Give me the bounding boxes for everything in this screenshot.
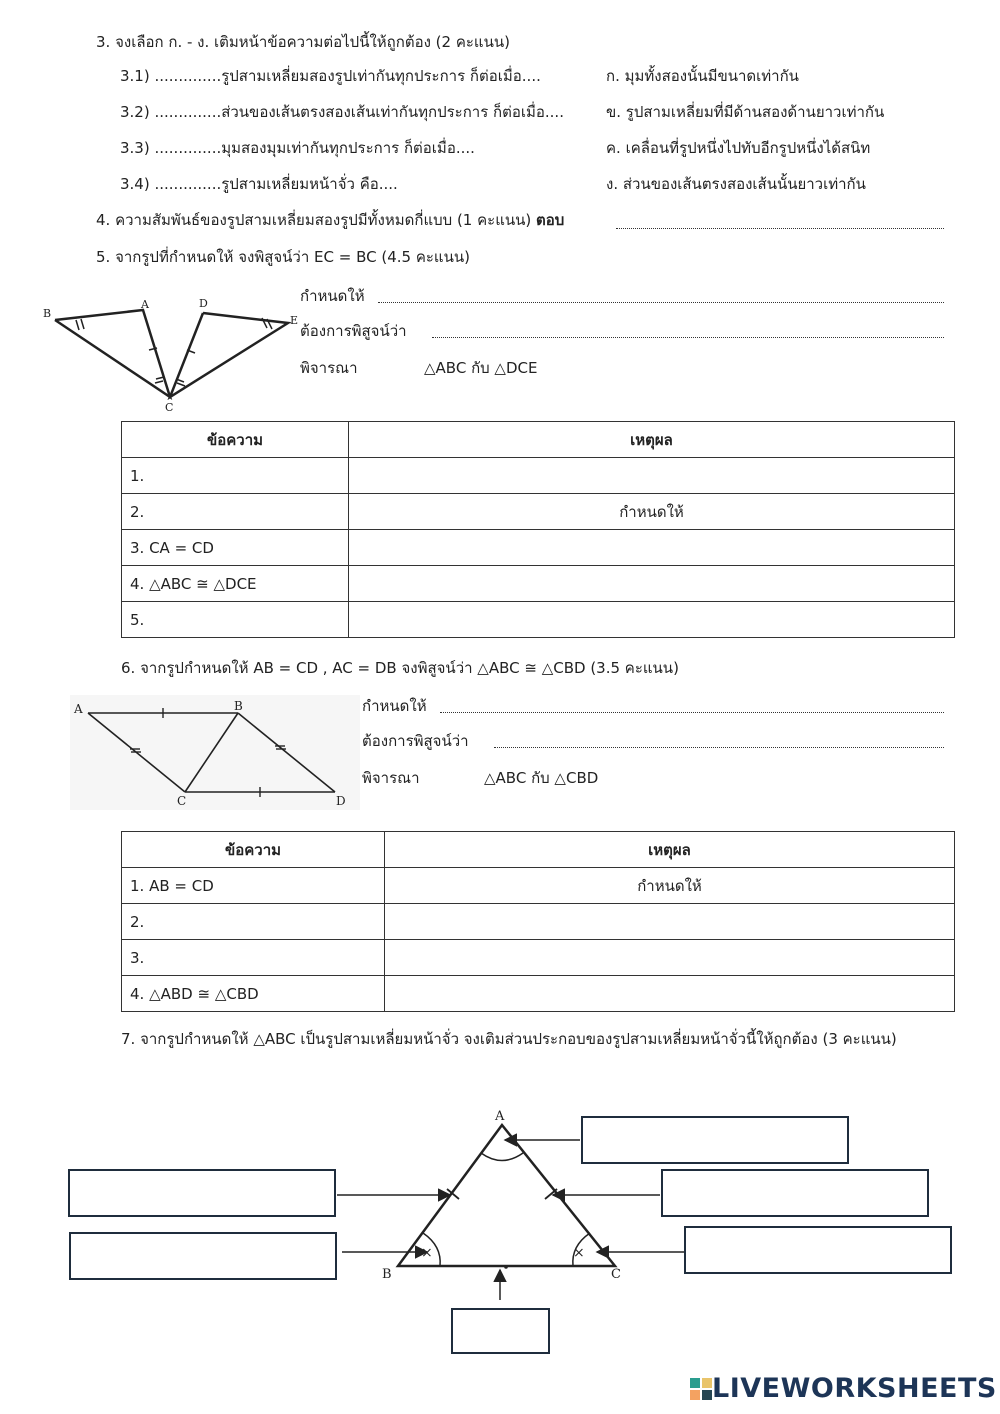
q5-label-a: A	[141, 298, 149, 311]
q3-title: 3. จงเลือก ก. - ง. เติมหน้าข้อความต่อไปนี้ให้ถูกต้อง (2 คะแนน)	[96, 33, 510, 51]
q6-header-statement: ข้อความ	[122, 832, 385, 868]
table-row	[122, 458, 955, 494]
brand-name: LIVEWORKSHEETS	[712, 1373, 997, 1404]
q3-item-2: 3.2) ..............ส่วนของเส้นตรงสองเส้นเท่ากันทุกประการ ก็ต่อเมื่อ....	[120, 103, 564, 121]
table-header-row	[122, 832, 955, 868]
table-row	[122, 868, 955, 904]
q5-given-line[interactable]	[378, 302, 944, 303]
q7-angle-b-mark: ×	[421, 1245, 433, 1261]
q7-answer-box-vertex-angle[interactable]	[581, 1116, 849, 1164]
q5-reason-1[interactable]	[349, 458, 955, 494]
q6-statement-1[interactable]: 1. AB = CD	[122, 868, 385, 904]
q5-statement-5[interactable]: 5.	[122, 602, 349, 638]
q6-header-reason: เหตุผล	[385, 832, 955, 868]
q3-option-1: ก. มุมทั้งสองนั้นมีขนาดเท่ากัน	[606, 67, 799, 85]
logo-grid-icon	[690, 1378, 712, 1400]
q7-answer-box-left-side[interactable]	[68, 1169, 336, 1217]
table-row	[122, 976, 955, 1012]
q3-option-2: ข. รูปสามเหลี่ยมที่มีด้านสองด้านยาวเท่ากัน	[606, 103, 885, 121]
q3-item-4: 3.4) ..............รูปสามเหลี่ยมหน้าจั่ว คือ....	[120, 175, 398, 193]
q7-label-a: A	[495, 1109, 505, 1124]
q6-consider-value: △ABC กับ △CBD	[484, 769, 599, 787]
q5-figure	[40, 295, 310, 420]
q5-label-d: D	[199, 297, 208, 310]
q3-item-3: 3.3) ..............มุมสองมุมเท่ากันทุกประการ ก็ต่อเมื่อ....	[120, 139, 475, 157]
q5-prove-label: ต้องการพิสูจน์ว่า	[300, 322, 407, 340]
q7-answer-box-base[interactable]	[451, 1308, 550, 1354]
q7-label-c: C	[611, 1267, 621, 1282]
q5-statement-4[interactable]: 4. △ABC ≅ △DCE	[122, 566, 349, 602]
q6-figure	[70, 695, 360, 810]
q7-answer-box-right-side[interactable]	[661, 1169, 929, 1217]
q7-title: 7. จากรูปกำหนดให้ △ABC เป็นรูปสามเหลี่ยมหน้าจั่ว จงเติมส่วนประกอบของรูปสามเหลี่ยมหน้าจั่วนี้ให้ถูกต้อง (3 คะแนน)	[121, 1030, 897, 1048]
q5-reason-3[interactable]	[349, 530, 955, 566]
table-row	[122, 530, 955, 566]
table-row	[122, 494, 955, 530]
q5-given-label: กำหนดให้	[300, 287, 365, 305]
q5-consider-label: พิจารณา	[300, 359, 358, 377]
q5-statement-3[interactable]: 3. CA = CD	[122, 530, 349, 566]
arrow-lines	[337, 1140, 685, 1300]
q6-prove-label: ต้องการพิสูจน์ว่า	[362, 732, 469, 750]
q5-reason-5[interactable]	[349, 602, 955, 638]
q6-prove-line[interactable]	[494, 747, 944, 748]
q6-label-d: D	[336, 794, 346, 808]
q5-reason-2[interactable]: กำหนดให้	[349, 494, 955, 530]
q6-statement-3[interactable]: 3.	[122, 940, 385, 976]
q6-statement-2[interactable]: 2.	[122, 904, 385, 940]
table-row	[122, 940, 955, 976]
q5-proof-table	[121, 421, 955, 638]
q3-item-1: 3.1) ..............รูปสามเหลี่ยมสองรูปเท่ากันทุกประการ ก็ต่อเมื่อ....	[120, 67, 541, 85]
q4-answer-line[interactable]	[616, 228, 944, 229]
q4-question	[96, 210, 564, 230]
q5-header-statement: ข้อความ	[122, 422, 349, 458]
q7-answer-box-base-angle-b[interactable]	[69, 1232, 337, 1280]
q7-answer-box-base-angle-c[interactable]	[684, 1226, 952, 1274]
q3-option-3: ค. เคลื่อนที่รูปหนึ่งไปทับอีกรูปหนึ่งได้สนิท	[606, 139, 871, 157]
q6-reason-3[interactable]	[385, 940, 955, 976]
q6-label-a: A	[74, 702, 83, 716]
table-row	[122, 602, 955, 638]
liveworksheets-logo	[690, 1374, 997, 1404]
q7-angle-c-mark: ×	[573, 1245, 585, 1261]
q6-reason-4[interactable]	[385, 976, 955, 1012]
q6-reason-1[interactable]: กำหนดให้	[385, 868, 955, 904]
q5-triangle-abc	[55, 310, 170, 397]
q5-reason-4[interactable]	[349, 566, 955, 602]
q5-consider-value: △ABC กับ △DCE	[424, 359, 538, 377]
table-header-row	[122, 422, 955, 458]
q6-title: 6. จากรูปกำหนดให้ AB = CD , AC = DB จงพิสูจน์ว่า △ABC ≅ △CBD (3.5 คะแนน)	[121, 659, 679, 677]
q6-label-c: C	[177, 794, 187, 808]
q6-reason-2[interactable]	[385, 904, 955, 940]
q5-prove-line[interactable]	[432, 337, 944, 338]
q5-header-reason: เหตุผล	[349, 422, 955, 458]
table-row	[122, 904, 955, 940]
q6-consider-label: พิจารณา	[362, 769, 420, 787]
q3-option-4: ง. ส่วนของเส้นตรงสองเส้นนั้นยาวเท่ากัน	[606, 175, 866, 193]
q5-statement-1[interactable]: 1.	[122, 458, 349, 494]
q4-text: 4. ความสัมพันธ์ของรูปสามเหลี่ยมสองรูปมีทั้งหมดกี่แบบ (1 คะแนน)	[96, 211, 532, 229]
q7-label-b: B	[382, 1267, 392, 1282]
q6-given-line[interactable]	[440, 712, 944, 713]
q4-answer-label: ตอบ	[536, 211, 565, 229]
q6-given-label: กำหนดให้	[362, 697, 427, 715]
q6-statement-4[interactable]: 4. △ABD ≅ △CBD	[122, 976, 385, 1012]
q5-label-e: E	[290, 314, 299, 327]
q5-label-c: C	[165, 401, 174, 414]
q6-proof-table	[121, 831, 955, 1012]
q5-label-b: B	[43, 307, 52, 320]
table-row	[122, 566, 955, 602]
q5-title: 5. จากรูปที่กำหนดให้ จงพิสูจน์ว่า EC = BC (4.5 คะแนน)	[96, 248, 470, 266]
q6-label-b: B	[234, 699, 243, 713]
q5-statement-2[interactable]: 2.	[122, 494, 349, 530]
